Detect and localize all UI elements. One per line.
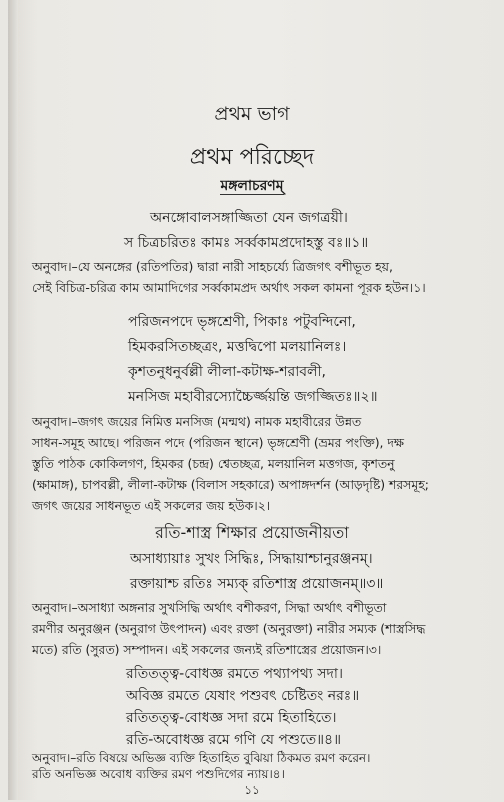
verse-2-line-2: হিমকরসিতচ্ছত্রং, মত্তদ্বিপো মলয়ানিলঃ। bbox=[128, 339, 347, 355]
translation-2-line-1: অনুবাদ।–জগৎ জয়ের নিমিত্ত মনসিজ (মন্মথ) নামক মহাবীরের উন্নত bbox=[32, 414, 362, 429]
translation-2-line-4: (ক্ষামাঙ্গ), চাপবল্লী, লীলা-কটাক্ষ (বিলাস সহকারে) অপাঙ্গদর্শন (আড়দৃষ্টি) শরসমূহ; bbox=[32, 477, 429, 492]
translation-2-line-3: স্তুতি পাঠক কোকিলগণ, হিমকর (চন্দ্র) শ্বেতচ্ছত্র, মলয়ানিল মত্তগজ, কৃশতনু bbox=[32, 456, 395, 471]
translation-1-line-1: অনুবাদ।–যে অনঙ্গের (রতিপতির) দ্বারা নারী সাহচর্য্যে ত্রিজগৎ বশীভূত হয়, bbox=[32, 259, 393, 274]
verse-3-line-2: রক্তায়াশ্চ রতিঃ সম্যক্ রতিশাস্ত্র প্রয়োজনম্॥৩॥ bbox=[130, 576, 384, 592]
page-number: ১১ bbox=[244, 783, 260, 797]
verse-1-line-1: অনঙ্গোবালসঙ্গাজ্জিতা যেন জগত্রয়ী। bbox=[150, 210, 348, 226]
chapter-title: প্রথম পরিচ্ছেদ bbox=[189, 145, 315, 170]
verse-1-line-2: স চিত্ৰচরিতঃ কামঃ সৰ্ব্বকামপ্রদোহস্তু বঃ॥১॥ bbox=[124, 235, 369, 251]
translation-3-line-3: মতে) রতি (সুরত) সম্পাদন। এই সকলের জন্যই রতিশাস্ত্রের প্রয়োজন।৩। bbox=[32, 642, 382, 657]
translation-4-line-2: রতি অনভিজ্ঞ অবোধ ব্যক্তির রমণ পশুদিগের ন্যায়।৪। bbox=[32, 767, 285, 781]
translation-3-line-1: অনুবাদ।–অসাধ্যা অঙ্গনার সুখসিদ্ধি অর্থাৎ বশীকরণ, সিদ্ধা অর্থাৎ বশীভূতা bbox=[32, 600, 387, 615]
translation-1-line-2: সেই বিচিত্র-চরিত্র কাম আমাদিগের সর্ব্বকামপ্রদ অর্থাৎ সকল কামনা পূরক হউন।১। bbox=[32, 280, 426, 295]
translation-2-line-5: জগৎ জয়ের সাধনভূত এই সকলের জয় হউক।২। bbox=[32, 498, 271, 513]
verse-4-line-1: রতিতত্ত্ব-বোধজ্ঞ রমতে পথ্যাপথ্য সদা। bbox=[126, 666, 343, 682]
translation-4-line-1: অনুবাদ।–রতি বিষয়ে অভিজ্ঞ ব্যক্তি হিতাহিত বুঝিয়া ঠিকমত রমণ করেন। bbox=[32, 751, 371, 765]
translation-3-line-2: রমণীর অনুরঞ্জন (অনুরাগ উৎপাদন) এবং রক্তা (অনুরক্তা) নারীর সম্যক (শাস্ত্রসিদ্ধ bbox=[32, 621, 426, 636]
verse-4-line-2: অবিজ্ঞ রমতে যেষাং পশুবৎ চেষ্টিতং নরঃ॥ bbox=[126, 688, 360, 704]
verse-4-line-4: রতি-অবোধজ্ঞ রমে গণি যে পশুতে॥৪॥ bbox=[126, 732, 342, 748]
verse-2-line-4: মনসিজ মহাবীরস্যোচ্চৈর্জ্জয়ন্তি জগজ্জিতঃ॥২॥ bbox=[128, 389, 378, 405]
verse-4-line-3: রতিতত্ত্ব-বোধজ্ঞ সদা রমে হিতাহিতে। bbox=[126, 710, 337, 726]
verse-3-line-1: অসাধ্যায়াঃ সুখং সিদ্ধিঃ, সিদ্ধায়াশ্চানুরঞ্জনম্। bbox=[130, 551, 373, 567]
section-title: রতি-শাস্ত্র শিক্ষার প্রয়োজনীয়তা bbox=[155, 523, 349, 542]
verse-2-line-1: পরিজনপদে ভৃঙ্গশ্রেণী, পিকাঃ পটুবন্দিনো, bbox=[128, 314, 356, 330]
invocation-title-text: মঙ্গলাচরণম্ bbox=[220, 178, 284, 194]
part-title: প্রথম ভাগ bbox=[214, 103, 290, 125]
verse-2-line-3: কৃশতনুধনুর্বল্লী লীলা-কটাক্ষ-শরাবলী, bbox=[128, 364, 326, 380]
translation-2-line-2: সাধন-সমূহ আছে। পরিজন পদে (পরিজন স্থানে) ভৃঙ্গশ্রেণী (ভ্রমর পংক্তি), দক্ষ bbox=[32, 435, 404, 450]
invocation-title bbox=[0, 178, 504, 195]
